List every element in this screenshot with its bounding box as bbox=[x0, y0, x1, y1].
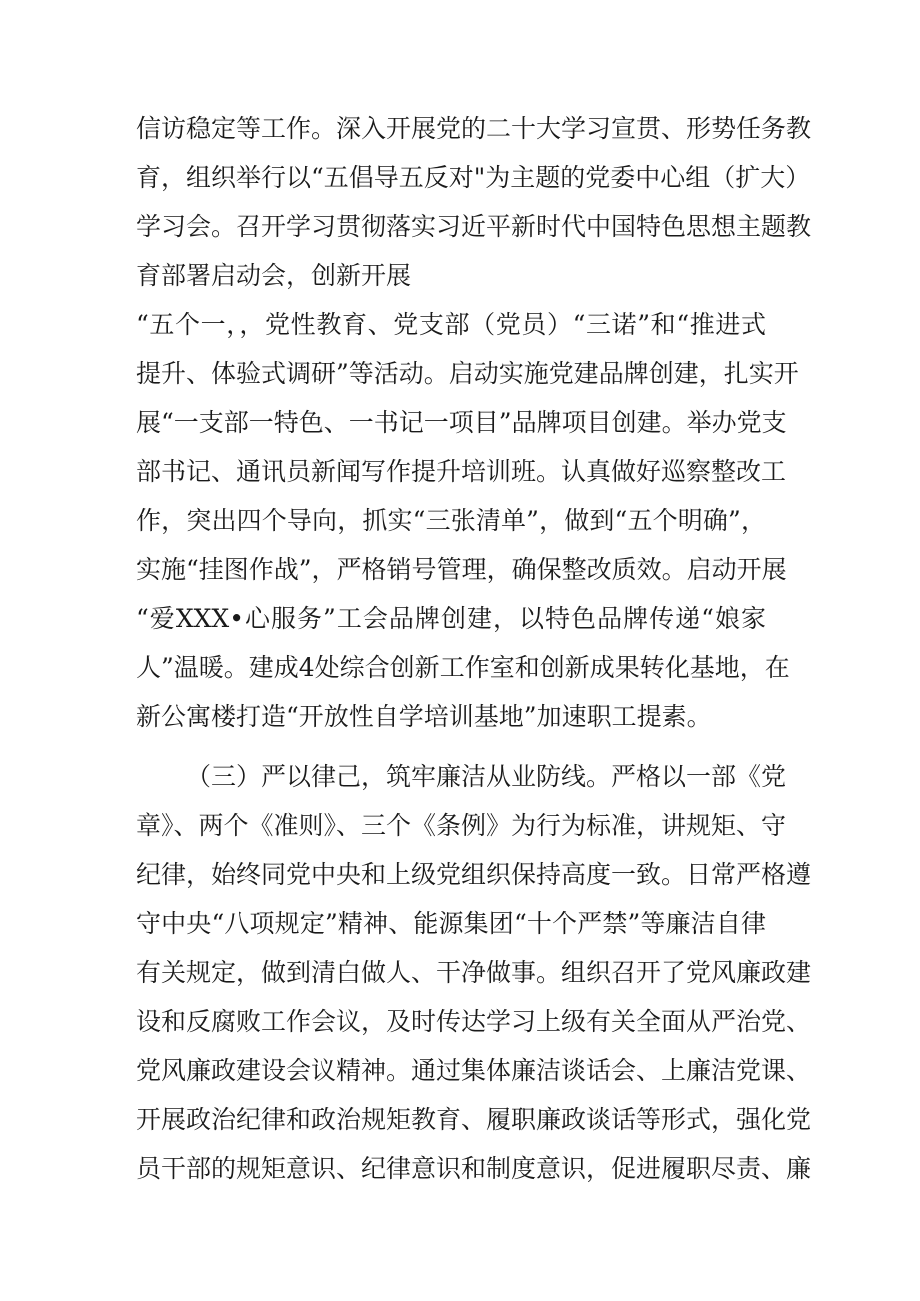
document-body bbox=[136, 104, 812, 1193]
text-line: 守中央“八项规定”精神、能源集团“十个严禁”等廉洁自律 bbox=[136, 909, 766, 938]
text-line: 人”温暖。建成4处综合创新工作室和创新成果转化基地，在 bbox=[136, 653, 790, 682]
text-line: 作，突出四个导向，抓实“三张清单”，做到“五个明确”， bbox=[136, 506, 766, 535]
text-line: 纪律，始终同党中央和上级党组织保持高度一致。日常严格遵 bbox=[136, 860, 812, 889]
text-line: 党风廉政建设会议精神。通过集体廉洁谈话会、上廉洁党课、 bbox=[136, 1056, 812, 1085]
text-line: 展“一支部一特色、一书记一项目”品牌项目创建。举办党支 bbox=[136, 408, 787, 437]
text-line: 有关规定，做到清白做人、干净做事。组织召开了党风廉政建 bbox=[136, 958, 812, 987]
text-line: 育部署启动会，创新开展 bbox=[136, 261, 412, 290]
text-line: 设和反腐败工作会议，及时传达学习上级有关全面从严治党、 bbox=[136, 1007, 812, 1036]
text-line: 提升、体验式调研”等活动。启动实施党建品牌创建，扎实开 bbox=[136, 359, 799, 388]
text-line: 信访稳定等工作。深入开展党的二十大学习宣贯、形势任务教 bbox=[136, 114, 812, 143]
text-line: 新公寓楼打造“开放性自学培训基地”加速职工提素。 bbox=[136, 702, 712, 731]
section-heading-line: （三）严以律己，筑牢廉洁从业防线。严格以一部《党 bbox=[186, 762, 787, 791]
text-line: “爱XXX•心服务”工会品牌创建，以特色品牌传递“娘家 bbox=[136, 604, 766, 633]
text-line: 育，组织举行以“五倡导五反对"为主题的党委中心组（扩大） bbox=[136, 163, 811, 192]
text-line: 实施“挂图作战”，严格销号管理，确保整改质效。启动开展 bbox=[136, 555, 787, 584]
text-line: 开展政治纪律和政治规矩教育、履职廉政谈话等形式，强化党 bbox=[136, 1105, 812, 1134]
text-line: 章》、两个《准则》、三个《条例》为行为标准，讲规矩、守 bbox=[136, 811, 787, 840]
text-line: “五个一，，党性教育、党支部（党员）“三诺”和“推进式 bbox=[136, 310, 766, 339]
text-line: 学习会。召开学习贯彻落实习近平新时代中国特色思想主题教 bbox=[136, 212, 812, 241]
text-line: 员干部的规矩意识、纪律意识和制度意识，促进履职尽责、廉 bbox=[136, 1154, 812, 1183]
text-line: 部书记、通讯员新闻写作提升培训班。认真做好巡察整改工 bbox=[136, 457, 787, 486]
